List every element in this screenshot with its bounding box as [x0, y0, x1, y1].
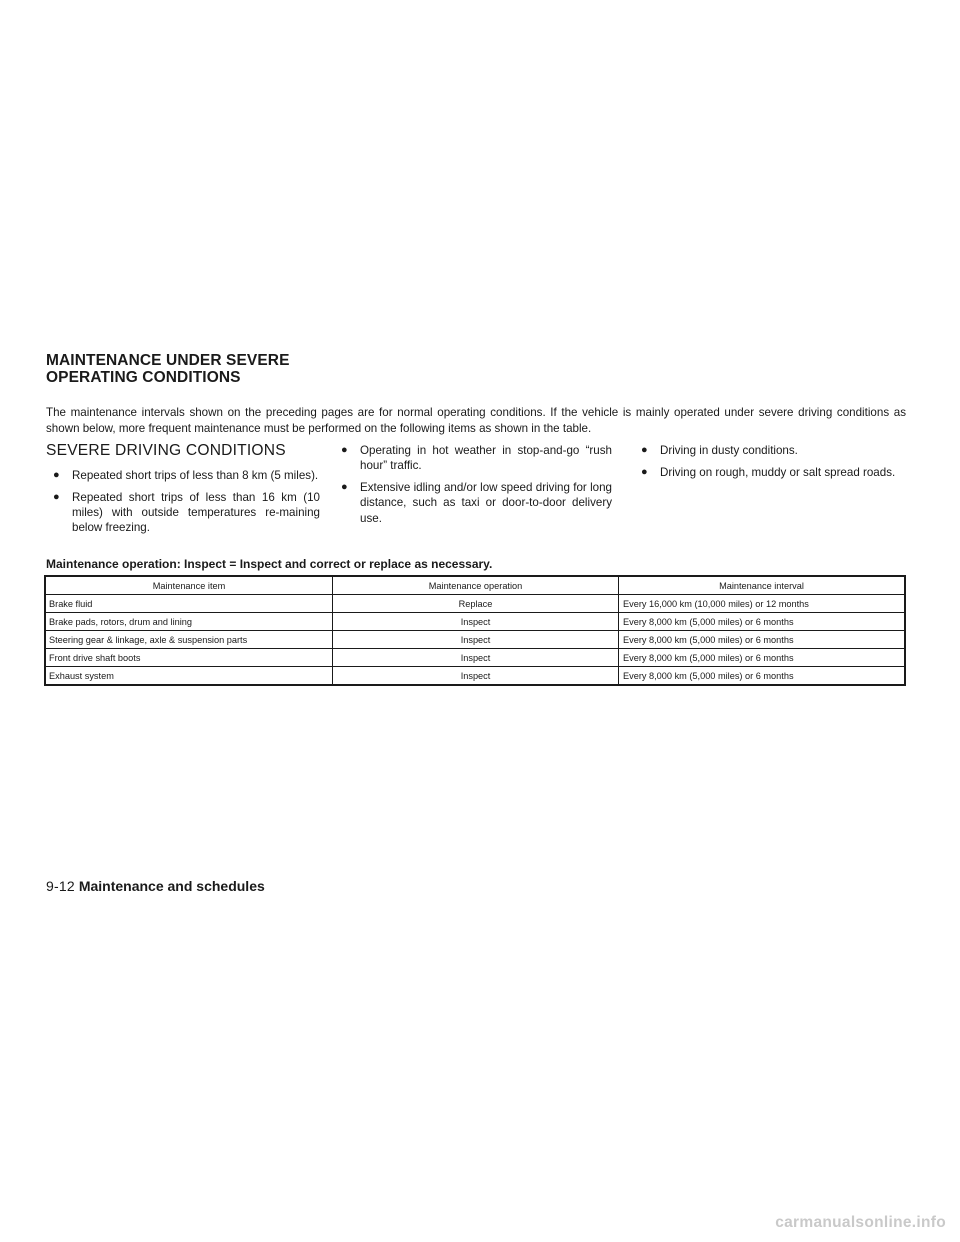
header-maintenance-interval: Maintenance interval [618, 576, 905, 595]
condition-item [46, 490, 320, 536]
condition-text: Repeated short trips of less than 8 km (5 miles). [72, 469, 319, 482]
condition-text: Operating in hot weather in stop-and-go “rush hour” traffic. [360, 444, 612, 473]
condition-text: Driving in dusty conditions. [660, 444, 798, 457]
condition-item [334, 480, 612, 526]
table-row [45, 595, 905, 613]
cell-operation: Inspect [333, 613, 619, 631]
cell-item: Front drive shaft boots [45, 649, 333, 667]
condition-item [46, 468, 320, 483]
footer-section-title: Maintenance and schedules [78, 878, 265, 894]
cell-item: Brake fluid [45, 595, 333, 613]
cell-interval: Every 8,000 km (5,000 miles) or 6 months [618, 667, 905, 686]
intro-paragraph: The maintenance intervals shown on the preceding pages are for normal operating conditions. If the vehicle is mainly operated under severe driving conditions as shown below, more frequent maintenance must be performed on the following items as shown in the table. [46, 406, 906, 435]
condition-item [634, 465, 906, 480]
cell-interval: Every 16,000 km (10,000 miles) or 12 months [618, 595, 905, 613]
cell-interval: Every 8,000 km (5,000 miles) or 6 months [618, 631, 905, 649]
table-caption: Maintenance operation: Inspect = Inspect and correct or replace as necessary. [46, 557, 493, 571]
cell-operation: Replace [333, 595, 619, 613]
bullet-icon: ● [53, 490, 60, 503]
table-header-row [45, 576, 905, 595]
condition-item [634, 443, 906, 458]
cell-item: Brake pads, rotors, drum and lining [45, 613, 333, 631]
bullet-icon: ● [53, 469, 60, 481]
table-row [45, 631, 905, 649]
table-row [45, 649, 905, 667]
severe-conditions-heading: SEVERE DRIVING CONDITIONS [46, 442, 286, 459]
conditions-column-3 [634, 443, 906, 487]
table-row [45, 613, 905, 631]
section-title-line-1: MAINTENANCE UNDER SEVERE [46, 352, 290, 369]
watermark: carmanualsonline.info [775, 1214, 946, 1231]
section-title-line-2: OPERATING CONDITIONS [46, 369, 241, 386]
bullet-icon: ● [641, 444, 648, 456]
cell-operation: Inspect [333, 667, 619, 686]
section-title [46, 352, 290, 386]
page-number: 9-12 [46, 878, 75, 894]
cell-operation: Inspect [333, 649, 619, 667]
cell-item: Exhaust system [45, 667, 333, 686]
bullet-icon: ● [341, 444, 348, 456]
maintenance-table [44, 575, 906, 686]
condition-text: Extensive idling and/or low speed driving for long distance, such as taxi or door-to-door delivery use. [360, 481, 612, 525]
cell-interval: Every 8,000 km (5,000 miles) or 6 months [618, 613, 905, 631]
conditions-column-2 [334, 443, 612, 532]
condition-text: Repeated short trips of less than 16 km (10 miles) with outside temperatures re-maining below freezing. [72, 490, 320, 535]
table-row [45, 667, 905, 686]
header-maintenance-item: Maintenance item [45, 576, 333, 595]
conditions-column-1 [46, 468, 320, 542]
condition-item [334, 443, 612, 474]
bullet-icon: ● [341, 481, 348, 494]
cell-operation: Inspect [333, 631, 619, 649]
page-footer [46, 878, 265, 894]
condition-text: Driving on rough, muddy or salt spread roads. [660, 465, 896, 479]
header-maintenance-operation: Maintenance operation [333, 576, 619, 595]
bullet-icon: ● [641, 465, 648, 478]
cell-item: Steering gear & linkage, axle & suspension parts [45, 631, 333, 649]
cell-interval: Every 8,000 km (5,000 miles) or 6 months [618, 649, 905, 667]
